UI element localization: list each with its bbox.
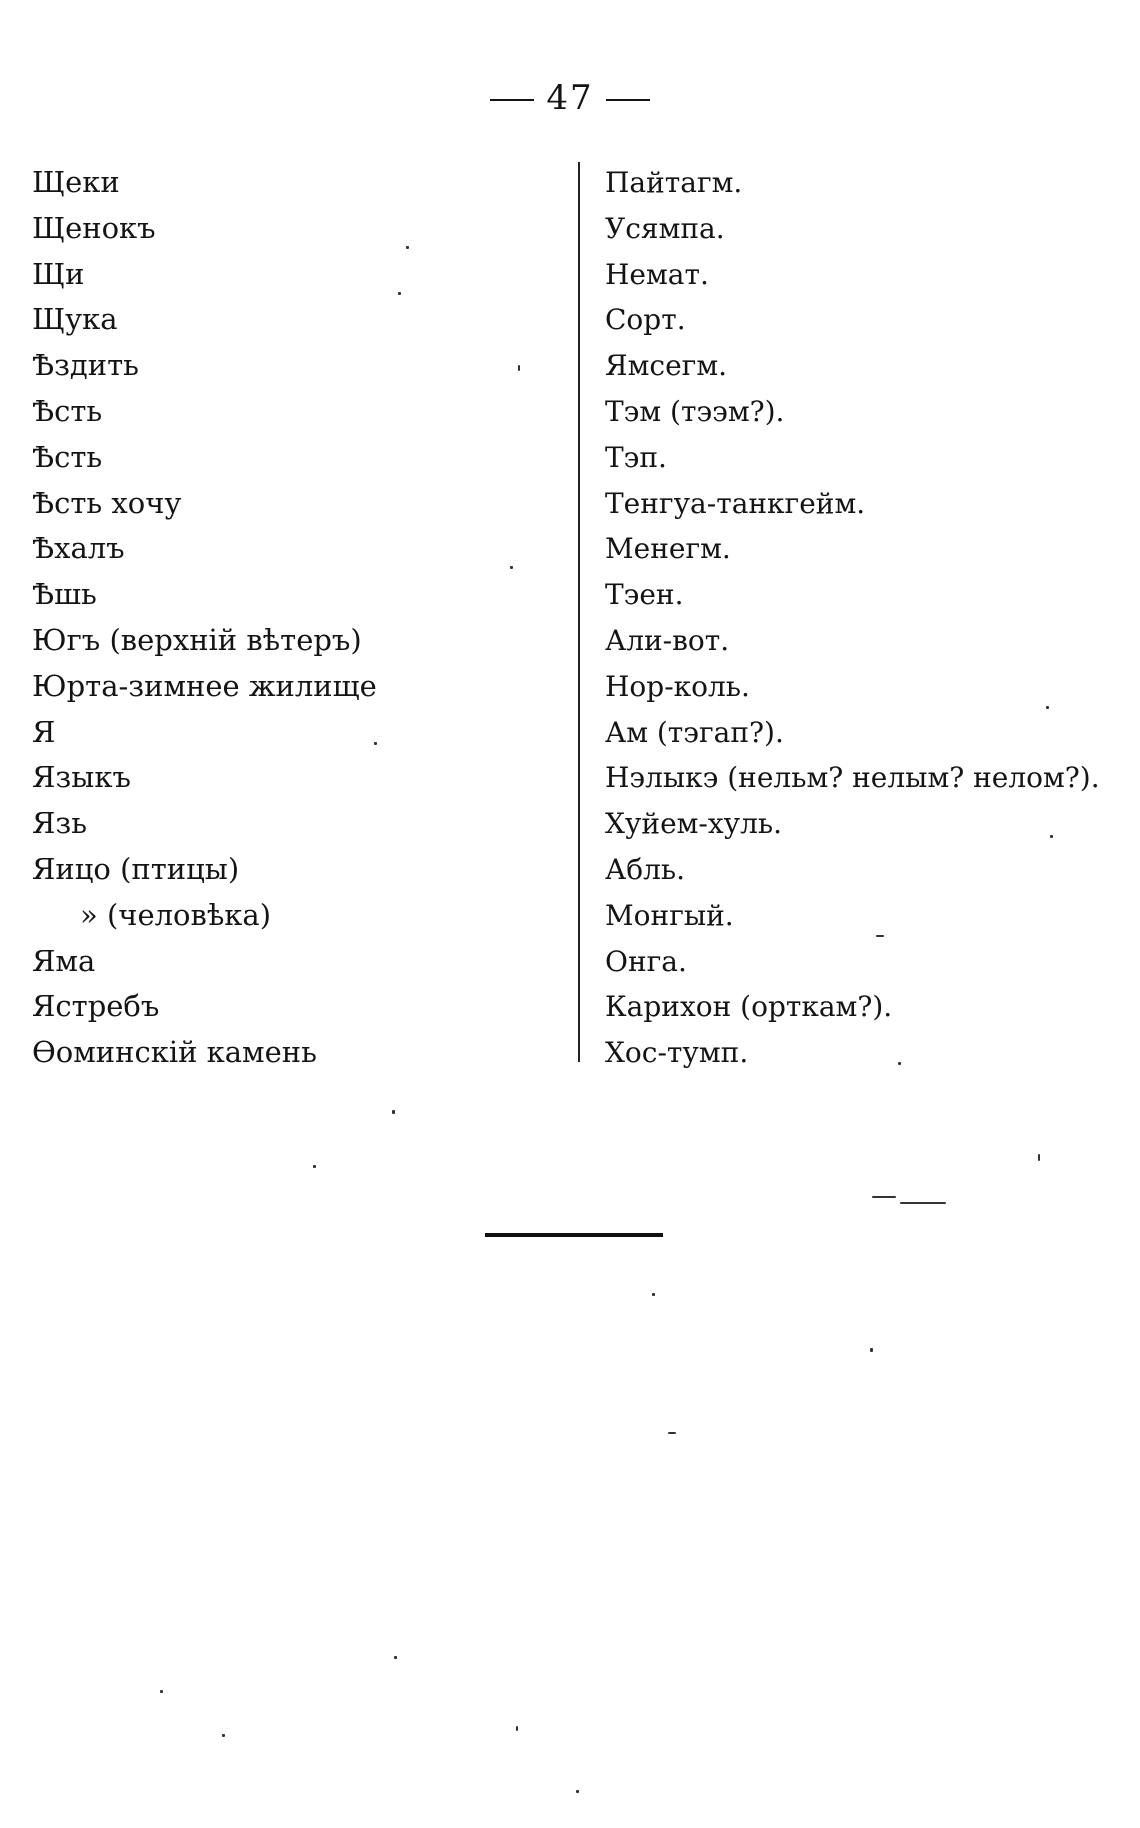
russian-word: Ѣхалъ xyxy=(32,531,125,566)
scan-speck xyxy=(406,246,409,249)
russian-word: Юрта-зимнее жилище xyxy=(32,668,377,703)
russian-word: Ѣшь xyxy=(32,577,97,612)
scan-speck xyxy=(576,1790,579,1793)
translation-term: Карихон (орткам?). xyxy=(605,990,893,1024)
translation-term: Ам (тэгап?). xyxy=(605,715,784,749)
russian-word: Ѳоминскій камень xyxy=(32,1035,317,1070)
scan-speck xyxy=(394,1656,397,1659)
scan-speck xyxy=(898,1062,901,1065)
scan-speck xyxy=(222,1734,225,1737)
scan-speck xyxy=(668,1432,676,1434)
russian-word: Ястребъ xyxy=(32,989,160,1024)
russian-word: Ѣсть xyxy=(32,439,103,474)
translation-term: Абль. xyxy=(605,852,685,886)
russian-word: » (человѣка) xyxy=(80,897,272,932)
translation-term: Хуйем-хуль. xyxy=(605,807,783,841)
russian-column xyxy=(32,160,552,1076)
translation-term: Онга. xyxy=(605,944,687,978)
translation-term: Тэп. xyxy=(605,440,667,474)
russian-word: Югъ (верхній вѣтеръ) xyxy=(32,622,362,657)
scan-speck xyxy=(870,1348,873,1352)
scan-speck xyxy=(392,1110,395,1114)
end-rule xyxy=(485,1233,663,1237)
page-number-dash-right xyxy=(606,99,650,101)
russian-word: Яма xyxy=(32,943,96,978)
translation-term: Усямпа. xyxy=(605,211,725,245)
scan-speck xyxy=(1046,706,1049,709)
translation-term: Сорт. xyxy=(605,303,686,337)
russian-word: Щи xyxy=(32,256,85,291)
scan-speck xyxy=(1038,1154,1040,1161)
translation-term: Тэен. xyxy=(605,578,684,612)
russian-word: Я xyxy=(32,714,56,749)
column-divider xyxy=(578,162,580,1062)
translation-term: Пайтагм. xyxy=(605,166,743,199)
translation-column xyxy=(605,160,1135,1076)
scan-speck xyxy=(516,1726,518,1731)
scan-speck xyxy=(900,1202,946,1204)
russian-word: Языкъ xyxy=(32,760,131,795)
russian-word: Яицо (птицы) xyxy=(32,851,240,886)
page-number-dash-left xyxy=(490,99,534,101)
scan-speck xyxy=(160,1690,163,1693)
russian-word: Язь xyxy=(32,806,88,841)
translation-term: Нор-коль. xyxy=(605,669,750,703)
scan-speck xyxy=(398,292,401,295)
russian-word: Ѣсть xyxy=(32,393,103,428)
translation-term: Тенгуа-танкгейм. xyxy=(605,486,866,520)
scan-speck xyxy=(518,365,520,371)
russian-word: Ѣсть хочу xyxy=(32,485,182,520)
scan-speck xyxy=(313,1165,316,1168)
scan-speck xyxy=(872,1196,896,1198)
translation-term: Хос-тумп. xyxy=(605,1036,749,1070)
russian-word: Щенокъ xyxy=(32,210,156,245)
translation-term: Менегм. xyxy=(605,532,731,566)
translation-term: Ямсегм. xyxy=(605,349,727,383)
page-number xyxy=(0,78,1140,118)
russian-word: Щеки xyxy=(32,165,120,199)
scan-speck xyxy=(652,1293,655,1296)
scan-speck xyxy=(1050,835,1053,838)
translation-term: Али-вот. xyxy=(605,623,730,657)
translation-term: Немат. xyxy=(605,257,709,291)
translation-term: Тэм (тээм?). xyxy=(605,394,785,428)
scan-speck xyxy=(374,742,377,745)
russian-word: Щука xyxy=(32,302,118,337)
scan-speck xyxy=(876,935,884,937)
scan-speck xyxy=(510,566,513,569)
russian-word: Ѣздить xyxy=(32,348,139,383)
translation-term: Нэлыкэ (нельм? нелым? нелом?). xyxy=(605,761,1100,795)
translation-term: Монгый. xyxy=(605,898,734,932)
page-number-value: 47 xyxy=(546,78,594,118)
